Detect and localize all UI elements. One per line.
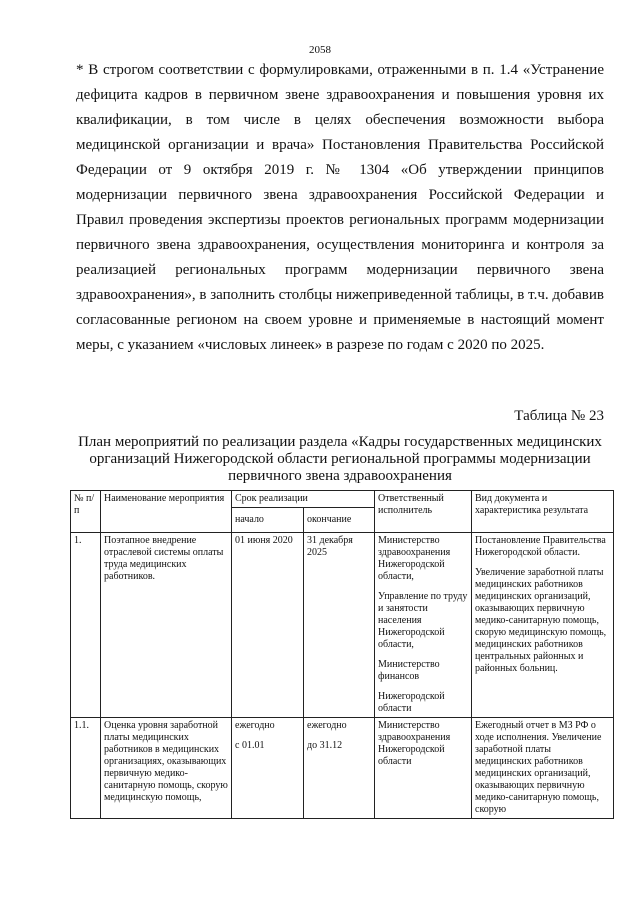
row-num: 1.1.: [71, 718, 101, 819]
doc-line: Ежегодный отчет в МЗ РФ о ходе исполнения. Увеличение заработной платы медицинских работников медицинских организаций, оказывающих первичную медико-санитарную помощь, скорую: [475, 720, 602, 815]
header-start: начало: [232, 508, 304, 533]
row-name: Поэтапное внедрение отраслевой системы оплаты труда медицинских работников.: [101, 533, 232, 718]
row-doc: [472, 533, 614, 718]
responsible-line: Управление по труду и занятости населения Нижегородской области,: [378, 591, 468, 650]
intro-paragraph: [76, 58, 604, 358]
responsible-line: Нижегородской области: [378, 691, 445, 714]
header-responsible: Ответственный исполнитель: [375, 491, 472, 533]
header-doc: Вид документа и характеристика результата: [472, 491, 614, 533]
start-line: ежегодно: [235, 720, 275, 731]
row-responsible: [375, 718, 472, 819]
table-row: [71, 718, 614, 819]
header-term: Срок реализации: [232, 491, 375, 508]
row-name-text: Оценка уровня заработной платы медицинских работников в медицинских организациях, оказывающих первичную медико-санитарную помощь, скорую медицинскую помощь,: [104, 720, 228, 803]
header-name: Наименование мероприятия: [101, 491, 232, 533]
row-name: [101, 718, 232, 819]
responsible-line: Министерство финансов: [378, 659, 440, 682]
responsible-line: Министерство здравоохранения Нижегородской области: [378, 720, 451, 767]
row-num: 1.: [71, 533, 101, 718]
row-start: [232, 718, 304, 819]
row-end: [304, 718, 375, 819]
header-end: окончание: [304, 508, 375, 533]
table-row: [71, 533, 614, 718]
end-line: до 31.12: [307, 740, 343, 751]
doc-line: Увеличение заработной платы медицинских работников медицинских организаций, оказывающих первичную медико-санитарную помощь, скорую медицинскую помощь, медицинских работников центральных районных и районных больниц.: [475, 567, 607, 674]
page-number: 2058: [309, 44, 331, 56]
row-doc: [472, 718, 614, 819]
header-num: № п/п: [71, 491, 101, 533]
row-end: 31 декабря 2025: [304, 533, 375, 718]
end-line: ежегодно: [307, 720, 347, 731]
row-start: 01 июня 2020: [232, 533, 304, 718]
row-responsible: [375, 533, 472, 718]
intro-text: * В строгом соответствии с формулировками, отраженными в п. 1.4 «Устранение дефицита кадров в первичном звене здравоохранения и повышения уровня их квалификации, в том числе в целях обеспечения возможности выбора медицинской организации и врача» Постановления Правительства Российской Федерации от 9 октября 2019 г. № 1304 «Об утверждении принципов модернизации первичного звена здравоохранения Российской Федерации и Правил проведения экспертизы проектов региональных программ модернизации первичного звена здравоохранения, осуществления мониторинга и контроля за реализацией региональных программ модернизации первичного звена здравоохранения», в заполнить столбцы нижеприведенной таблицы, в т.ч. добавив согласованные регионом на своем уровне и применяемые в настоящий момент меры, с указанием «числовых линеек» в разрезе по годам с 2020 по 2025.: [76, 62, 604, 353]
table-header-row: [71, 491, 614, 508]
doc-line: Постановление Правительства Нижегородской области.: [475, 535, 606, 558]
table-number: Таблица № 23: [514, 408, 604, 424]
plan-table: [70, 490, 614, 819]
responsible-line: Министерство здравоохранения Нижегородской области,: [378, 535, 451, 582]
start-line: с 01.01: [235, 740, 265, 751]
table-title: План мероприятий по реализации раздела «Кадры государственных медицинских организаций Нижегородской области региональной программы модернизации первичного звена здравоохранения: [78, 434, 602, 484]
